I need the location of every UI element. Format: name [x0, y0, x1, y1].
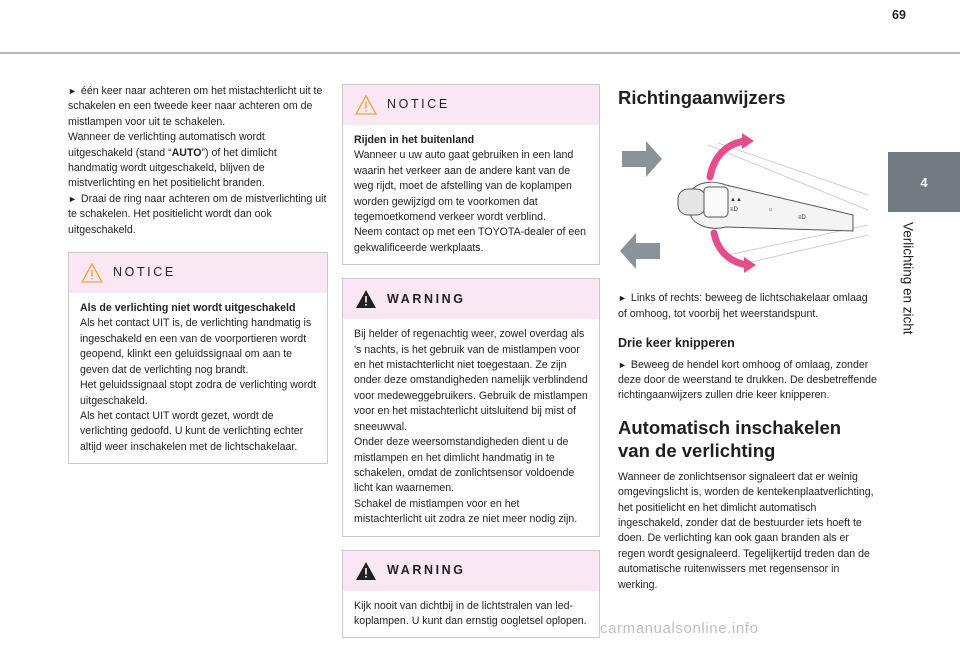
- warning-box-led: [342, 550, 600, 639]
- page-number: 69: [892, 8, 906, 22]
- paragraph-text: Wanneer de verlichting automatisch wordt uitgeschakeld (stand “: [68, 131, 265, 159]
- warning-line: Kijk nooit van dichtbij in de lichtstralen van led-koplampen. U kunt dan ernstig oogletsel oplopen.: [354, 599, 587, 627]
- chapter-tab[interactable]: [888, 152, 960, 212]
- svg-text:≡D: ≡D: [798, 215, 806, 222]
- notice-triangle-icon: [81, 263, 103, 283]
- warning-box-fog: [342, 278, 600, 536]
- paragraph-three-flashes: [618, 358, 878, 404]
- notice-line: Neem contact op met een TOYOTA-dealer of een gekwalificeerde werkplaats.: [354, 226, 587, 254]
- notice-title: Rijden in het buitenland: [354, 134, 475, 146]
- bullet-arrow-icon: ►: [68, 193, 77, 204]
- warning-body: [343, 319, 599, 535]
- column-left: [68, 84, 328, 464]
- column-right: [618, 84, 878, 593]
- subheading-three-flashes: Drie keer knipperen: [618, 336, 735, 351]
- warning-header: [343, 279, 599, 319]
- warning-line: Schakel de mistlampen voor en het mistachterlicht uit zodra ze niet meer nodig zijn.: [354, 497, 578, 526]
- paragraph-auto-lights: Wanneer de zonlichtsensor signaleert dat er weinig omgevingslicht is, worden de kentekenplaatverlichting, het positielicht en het dimlicht automatisch ingeschakeld, zonder dat de bestuurder iets hoeft te doen. De verlichting kan ook gaan branden als er regen wordt gesignaleerd. Tegelijkertijd treden dan de automatische ruitenwissers met regensensor in werking.: [618, 470, 874, 591]
- bullet-arrow-icon: ►: [618, 293, 627, 304]
- notice-title: Als de verlichting niet wordt uitgeschakeld: [80, 302, 296, 315]
- svg-text:☼: ☼: [768, 207, 774, 214]
- stalk-diagram-icon: [618, 115, 878, 275]
- notice-box-abroad: [342, 84, 600, 265]
- paragraph-fog-rear: [68, 84, 328, 130]
- paragraph-text: één keer naar achteren om het mistachterlicht uit te schakelen en een tweede keer naar achteren om de mistlampen voor uit te schakelen.: [68, 85, 323, 128]
- header-rule: [0, 52, 960, 54]
- paragraph-text: Beweeg de hendel kort omhoog of omlaag, zonder deze door de weerstand te drukken. De desbetreffende richtingaanwijzers zullen drie keer knipperen.: [618, 358, 877, 402]
- notice-body: [343, 125, 599, 264]
- warning-heading: WARNING: [387, 291, 466, 306]
- notice-box-lights-on: [68, 252, 328, 464]
- notice-line: Als het contact UIT wordt gezet, wordt de verlichting gedoofd. U kunt de verlichting echter altijd weer inschakelen met de lichtschakelaar.: [80, 409, 304, 453]
- notice-line: Wanneer u uw auto gaat gebruiken in een land waarin het verkeer aan de andere kant van de weg rijdt, moet de afstelling van de koplampen worden gewijzigd om te voorkomen dat tegemoetkomend verkeer wordt verblind.: [354, 149, 574, 224]
- warning-header: [343, 551, 599, 591]
- bullet-arrow-icon: ►: [618, 359, 627, 370]
- chapter-title: Verlichting en zicht: [900, 222, 916, 335]
- notice-heading: NOTICE: [387, 97, 450, 112]
- chapter-number: 4: [920, 174, 928, 190]
- notice-triangle-icon: [355, 95, 377, 115]
- paragraph-left-right: [618, 291, 878, 322]
- paragraph-text: ”) of het dimlicht handmatig wordt uitgeschakeld, blijven de mistverlichting en het positielicht branden.: [68, 146, 277, 190]
- bullet-arrow-icon: ►: [68, 86, 77, 96]
- notice-header: [69, 253, 327, 293]
- indicator-stalk-illustration: [618, 115, 878, 275]
- warning-heading: WARNING: [387, 562, 466, 577]
- notice-header: [343, 85, 599, 125]
- warning-body: [343, 591, 599, 638]
- paragraph-auto-off: [68, 130, 328, 192]
- paragraph-text: Draai de ring naar achteren om de mistverlichting uit te schakelen. Het positielicht wordt dan ook uitgeschakeld.: [68, 192, 327, 236]
- warning-triangle-icon: [355, 289, 377, 309]
- column-middle: [342, 84, 600, 638]
- watermark: carmanualsonline.info: [600, 620, 759, 637]
- svg-text:≡D: ≡D: [730, 207, 738, 214]
- svg-text:▲▲: ▲▲: [730, 197, 742, 204]
- warning-line: Onder deze weersomstandigheden dient u de mistlampen en het dimlicht handmatig in te schakelen, omdat de zonlichtsensor voldoende licht kan waarnemen.: [354, 436, 575, 495]
- notice-line: Het geluidssignaal stopt zodra de verlichting wordt uitgeschakeld.: [80, 379, 317, 407]
- notice-heading: NOTICE: [113, 265, 176, 280]
- section-heading-indicators: Richtingaanwijzers: [618, 87, 786, 108]
- paragraph-text: Links of rechts: beweeg de lichtschakelaar omlaag of omhoog, tot voorbij het weerstandspunt.: [618, 292, 868, 320]
- warning-line: Bij helder of regenachtig weer, zowel overdag als 's nachts, is het gebruik van de mistlampen voor en het mistachterlicht niet toegestaan. Ze zijn onder deze omstandigheden namelijk verblindend voor medeweggebruikers. Gebruik de mistlampen voor en het mistachterlicht uitsluitend bij mist of sneeuwval.: [354, 328, 588, 433]
- paragraph-ring: [68, 192, 328, 238]
- notice-body: [69, 293, 327, 463]
- warning-triangle-icon: [355, 561, 377, 581]
- auto-label: AUTO: [171, 146, 202, 159]
- section-heading-auto-lights: Automatisch inschakelen van de verlichting: [618, 416, 842, 461]
- notice-line: Als het contact UIT is, de verlichting handmatig is ingeschakeld en een van de voorportieren wordt geopend, klinkt een geluidssignaal om aan te geven dat de verlichting nog brandt.: [80, 317, 312, 376]
